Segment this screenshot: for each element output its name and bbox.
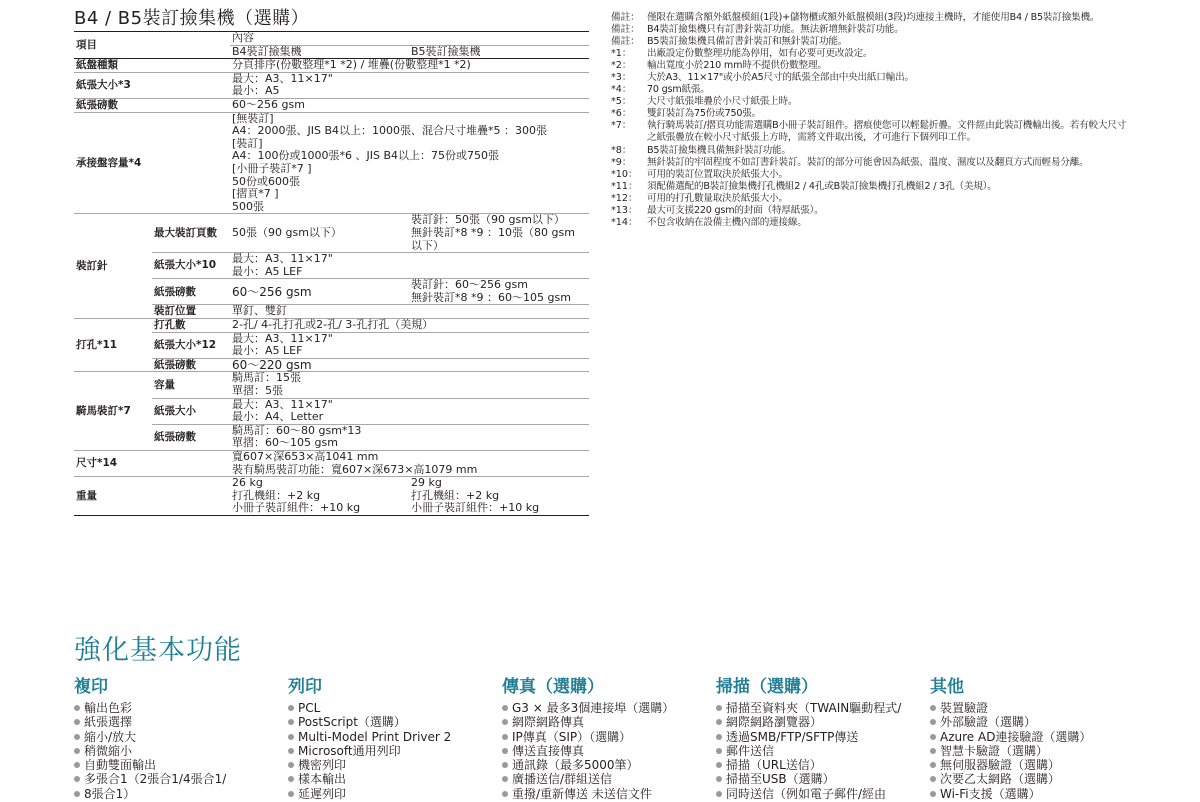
dimensions-line: 裝有騎馬裝訂功能：寬607×深673×高1079 mm: [232, 462, 478, 476]
footnote-key: *8：: [611, 144, 632, 156]
row-weight: 重量: [74, 477, 230, 516]
footnote: [611, 36, 1131, 48]
row-paper-weight: 紙張磅數: [74, 98, 230, 112]
capacity-line: [摺頁*7 ]: [232, 187, 279, 201]
footnote-text: 無針裝訂的牢固程度不如訂書針裝訂。裝訂的部分可能會因為紙張、溫度、濕度以及翻頁方式而輕易分離。: [647, 156, 1089, 168]
feature-item: 無伺服器驗證（選購）: [930, 758, 1136, 772]
header-content: 內容: [230, 32, 589, 46]
footnote-text: 最大可支援220 gsm的封面（特厚紙張）。: [647, 204, 824, 216]
header-b5: B5裝訂撿集機: [409, 45, 589, 59]
feature-item: 自動雙面輸出: [74, 758, 280, 772]
feature-item: 外部驗證（選購）: [930, 715, 1136, 729]
feature-item: 稍微縮小: [74, 744, 280, 758]
feature-item: 樣本輸出: [288, 772, 494, 786]
footnote: [611, 157, 1131, 169]
feature-item: G3 × 最多3個連接埠（選購）: [502, 701, 708, 715]
footnote: [611, 193, 1131, 205]
footnote: [611, 120, 1131, 144]
weight-b4-line: 26 kg: [232, 476, 263, 490]
footnote-text: 須配備選配的B裝訂撿集機打孔機組2 / 4孔或B裝訂撿集機打孔機組2 / 3孔（美規）。: [647, 180, 997, 192]
footnote: [611, 217, 1131, 229]
feature-item: 掃描至USB（選購）: [716, 772, 922, 786]
footnotes: [611, 12, 1131, 229]
staple-max-pages-label: 最大裝訂頁數: [152, 214, 230, 253]
punch-weight-value: 60～220 gsm: [230, 358, 589, 372]
row-dimensions: 尺寸*14: [74, 451, 230, 477]
staple-max-pages-b5: 裝訂針：50張（90 gsm以下）: [411, 213, 565, 227]
spec-table: [74, 31, 589, 516]
footnote-text: 不包含收納在設備主機內部的連接線。: [647, 216, 807, 228]
feature-item: 次要乙太網路（選購）: [930, 772, 1136, 786]
punch-weight-label: 紙張磅數: [152, 358, 230, 372]
staple-weight-b5: 無針裝訂*8 *9 ：60～105 gsm: [411, 290, 571, 304]
feature-column-other: [930, 672, 1136, 801]
footnote: [611, 48, 1131, 60]
feature-item: PostScript（選購）: [288, 715, 494, 729]
feature-heading: 掃描（選購）: [716, 677, 818, 697]
staple-weight-b5: 裝訂針：60～256 gsm: [411, 278, 528, 292]
feature-item: 8張合1）: [74, 787, 280, 801]
footnote-text: 雙釘裝訂為75份或750張。: [647, 108, 762, 120]
weight-b5-line: 小冊子裝訂組件：+10 kg: [411, 501, 540, 515]
row-tray-capacity: 承接盤容量*4: [74, 112, 230, 214]
feature-item: 掃描至資料夾（TWAIN驅動程式/: [716, 701, 922, 715]
footnote-key: 備註：: [611, 24, 640, 36]
feature-item: Wi-Fi支援（選購）: [930, 787, 1136, 801]
footnote-key: *2：: [611, 60, 632, 72]
feature-heading: 列印: [288, 677, 322, 697]
footnote: [611, 72, 1131, 84]
paper-weight-value: 60～256 gsm: [230, 98, 589, 112]
capacity-line: A4：2000張、JIS B4以上：1000張、混合尺寸堆疊*5 ：300張: [232, 124, 548, 138]
footnote: [611, 24, 1131, 36]
feature-list: [288, 701, 494, 801]
punch-size-label: 紙張大小*12: [152, 332, 230, 358]
feature-column-copy: [74, 672, 280, 801]
footnote-text: 出廠設定份數整理功能為停用，如有必要可更改設定。: [647, 48, 873, 60]
feature-item: 機密列印: [288, 758, 494, 772]
footnote-key: *1：: [611, 48, 632, 60]
feature-list: [930, 701, 1136, 801]
feature-heading: 其他: [930, 677, 964, 697]
saddle-size-label: 紙張大小: [152, 398, 230, 424]
feature-item: 重撥/重新傳送 未送信文件: [502, 787, 708, 801]
footnote-text: 執行騎馬裝訂/摺頁功能需選購B小冊子裝訂組件。摺痕使您可以輕鬆折疊。文件經由此裝訂機輸出後。若有較大尺寸之紙張疊放在較小尺寸紙張上方時，需將文件取出後，才可進行下個列印工作。: [647, 120, 1127, 144]
feature-item: 紙張選擇: [74, 715, 280, 729]
footnote: [611, 84, 1131, 96]
footnote: [611, 181, 1131, 193]
footnote-key: *13：: [611, 204, 638, 216]
staple-max-pages-b5: 無針裝訂*8 *9 ：10張（80 gsm: [411, 225, 575, 239]
staple-size-label: 紙張大小*10: [152, 253, 230, 279]
feature-heading: 傳真（選購）: [502, 677, 604, 697]
footnote: [611, 169, 1131, 181]
staple-weight-b4: 60～256 gsm: [230, 279, 409, 305]
staple-position-label: 裝訂位置: [152, 305, 230, 319]
feature-item: 縮小/放大: [74, 730, 280, 744]
footnote-text: 僅限在選購含額外紙盤模組(1段)+儲物櫃或額外紙盤模組(3段)均連接主機時，才能使用B4 / B5裝訂撿集機。: [647, 12, 1100, 23]
feature-column-print: [288, 672, 494, 801]
feature-item: 網際網路傳真: [502, 715, 708, 729]
feature-item: 輸出色彩: [74, 701, 280, 715]
footnote-text: B4裝訂撿集機只有訂書針裝訂功能。無法新增無針裝訂功能。: [647, 24, 904, 36]
feature-item: Azure AD連接驗證（選購）: [930, 730, 1136, 744]
row-punch: 打孔*11: [74, 319, 152, 372]
tray-type-value: 分頁排序(份數整理*1 *2) / 堆疊(份數整理*1 *2): [230, 59, 589, 73]
feature-column-fax: [502, 672, 708, 801]
feature-item: Microsoft通用列印: [288, 744, 494, 758]
feature-item: PCL: [288, 701, 494, 715]
staple-position-value: 單釘、雙釘: [230, 305, 589, 319]
footnote-key: *5：: [611, 96, 632, 108]
footnote-text: B5裝訂撿集機具備訂書針裝訂和無針裝訂功能。: [647, 36, 848, 48]
feature-item: 廣播送信/群組送信: [502, 772, 708, 786]
feature-item: 智慧卡驗證（選購）: [930, 744, 1136, 758]
feature-item: 延遲列印: [288, 787, 494, 801]
staple-max-pages-b4: 50張（90 gsm以下）: [230, 214, 409, 253]
staple-max-pages-b5: 以下）: [411, 238, 444, 252]
footnote-key: *14：: [611, 216, 638, 228]
punch-holes-value: 2-孔/ 4-孔打孔或2-孔/ 3-孔打孔（美規）: [230, 319, 589, 333]
spec-title: B4 / B5裝訂撿集機（選購）: [74, 8, 310, 29]
capacity-line: 500張: [232, 199, 264, 213]
feature-item: 傳送直接傳真: [502, 744, 708, 758]
row-paper-size: 紙張大小*3: [74, 72, 230, 98]
weight-b4-line: 打孔機組：+2 kg: [232, 488, 321, 502]
saddle-capacity-line: 單摺：5張: [232, 384, 283, 398]
feature-item: 網際網路瀏覽器）: [716, 715, 922, 729]
footnote-text: 大尺寸紙張堆疊於小尺寸紙張上時。: [647, 96, 798, 108]
dimensions-line: 寬607×深653×高1041 mm: [232, 450, 379, 463]
feature-item: 裝置驗證: [930, 701, 1136, 715]
feature-item: 掃描（URL送信）: [716, 758, 922, 772]
footnote: [611, 60, 1131, 72]
row-tray-type: 紙盤種類: [74, 59, 230, 73]
saddle-size-line: 最小：A4、Letter: [232, 410, 324, 424]
feature-heading: 複印: [74, 677, 108, 697]
footnote-key: 備註：: [611, 36, 640, 48]
footnote-text: 大於A3、11×17"或小於A5尺寸的紙張全部由中央出紙口輸出。: [647, 72, 914, 84]
footnote-key: *3：: [611, 72, 632, 84]
footnote: [611, 12, 1131, 24]
staple-size-line: 最小：A5 LEF: [232, 264, 303, 278]
footnote: [611, 205, 1131, 217]
row-staple: 裝訂針: [74, 214, 152, 319]
saddle-weight-line: 騎馬訂：60～80 gsm*13: [232, 423, 362, 437]
footnote-text: 輸出寬度小於210 mm時不提供份數整理。: [647, 60, 827, 72]
feature-item: 透過SMB/FTP/SFTP傳送: [716, 730, 922, 744]
paper-size-max: 最大：A3、11×17": [232, 71, 333, 85]
footnote-key: *7：: [611, 120, 632, 132]
footnote-key: 備註：: [611, 12, 640, 23]
staple-size-line: 最大：A3、11×17": [232, 252, 333, 266]
capacity-line: [無裝訂]: [232, 111, 274, 125]
footnote-text: B5裝訂撿集機具備無針裝訂功能。: [647, 144, 791, 156]
paper-size-min: 最小：A5: [232, 84, 280, 98]
feature-list: [716, 701, 922, 801]
row-saddle: 騎馬裝訂*7: [74, 372, 152, 451]
feature-item: 同時送信（例如電子郵件/經由: [716, 787, 922, 801]
footnote-text: 70 gsm紙張。: [647, 84, 710, 96]
feature-list: [502, 701, 708, 801]
feature-column-scan: [716, 672, 922, 801]
footnote: [611, 96, 1131, 108]
punch-size-line: 最大：A3、11×17": [232, 331, 333, 345]
capacity-line: 50份或600張: [232, 174, 300, 188]
feature-item: Multi-Model Print Driver 2: [288, 730, 494, 744]
footnote-key: *11：: [611, 180, 638, 192]
section-title: 強化基本功能: [74, 635, 242, 666]
saddle-weight-line: 單摺：60～105 gsm: [232, 436, 338, 450]
punch-size-line: 最小：A5 LEF: [232, 344, 303, 358]
weight-b5-line: 29 kg: [411, 476, 442, 490]
footnote-key: *4：: [611, 84, 632, 96]
weight-b4-line: 小冊子裝訂組件：+10 kg: [232, 501, 361, 515]
punch-holes-label: 打孔數: [152, 319, 230, 333]
saddle-capacity-line: 騎馬訂：15張: [232, 371, 301, 385]
footnote: [611, 108, 1131, 120]
feature-item: 郵件送信: [716, 744, 922, 758]
feature-item: IP傳真（SIP）（選購）: [502, 730, 708, 744]
capacity-line: A4：100份或1000張*6 、JIS B4以上：75份或750張: [232, 149, 500, 163]
saddle-capacity-label: 容量: [152, 372, 230, 398]
footnote-key: *10：: [611, 168, 638, 180]
footnote-key: *6：: [611, 108, 632, 120]
footnote: [611, 145, 1131, 157]
capacity-line: [裝訂]: [232, 136, 263, 150]
footnote-key: *12：: [611, 192, 638, 204]
footnote-key: *9：: [611, 156, 632, 168]
header-item: 項目: [74, 32, 152, 59]
footnote-text: 可用的裝訂位置取決於紙張大小。: [647, 168, 788, 180]
header-b4: B4裝訂撿集機: [230, 45, 409, 59]
saddle-size-line: 最大：A3、11×17": [232, 397, 333, 411]
staple-weight-label: 紙張磅數: [152, 279, 230, 305]
feature-item: 通訊錄（最多5000筆）: [502, 758, 708, 772]
weight-b5-line: 打孔機組：+2 kg: [411, 488, 500, 502]
feature-item: 多張合1（2張合1/4張合1/: [74, 772, 280, 786]
footnote-text: 可用的打孔數量取決於紙張大小。: [647, 192, 788, 204]
saddle-weight-label: 紙張磅數: [152, 424, 230, 450]
feature-list: [74, 701, 280, 801]
capacity-line: [小冊子裝訂*7 ]: [232, 161, 312, 175]
